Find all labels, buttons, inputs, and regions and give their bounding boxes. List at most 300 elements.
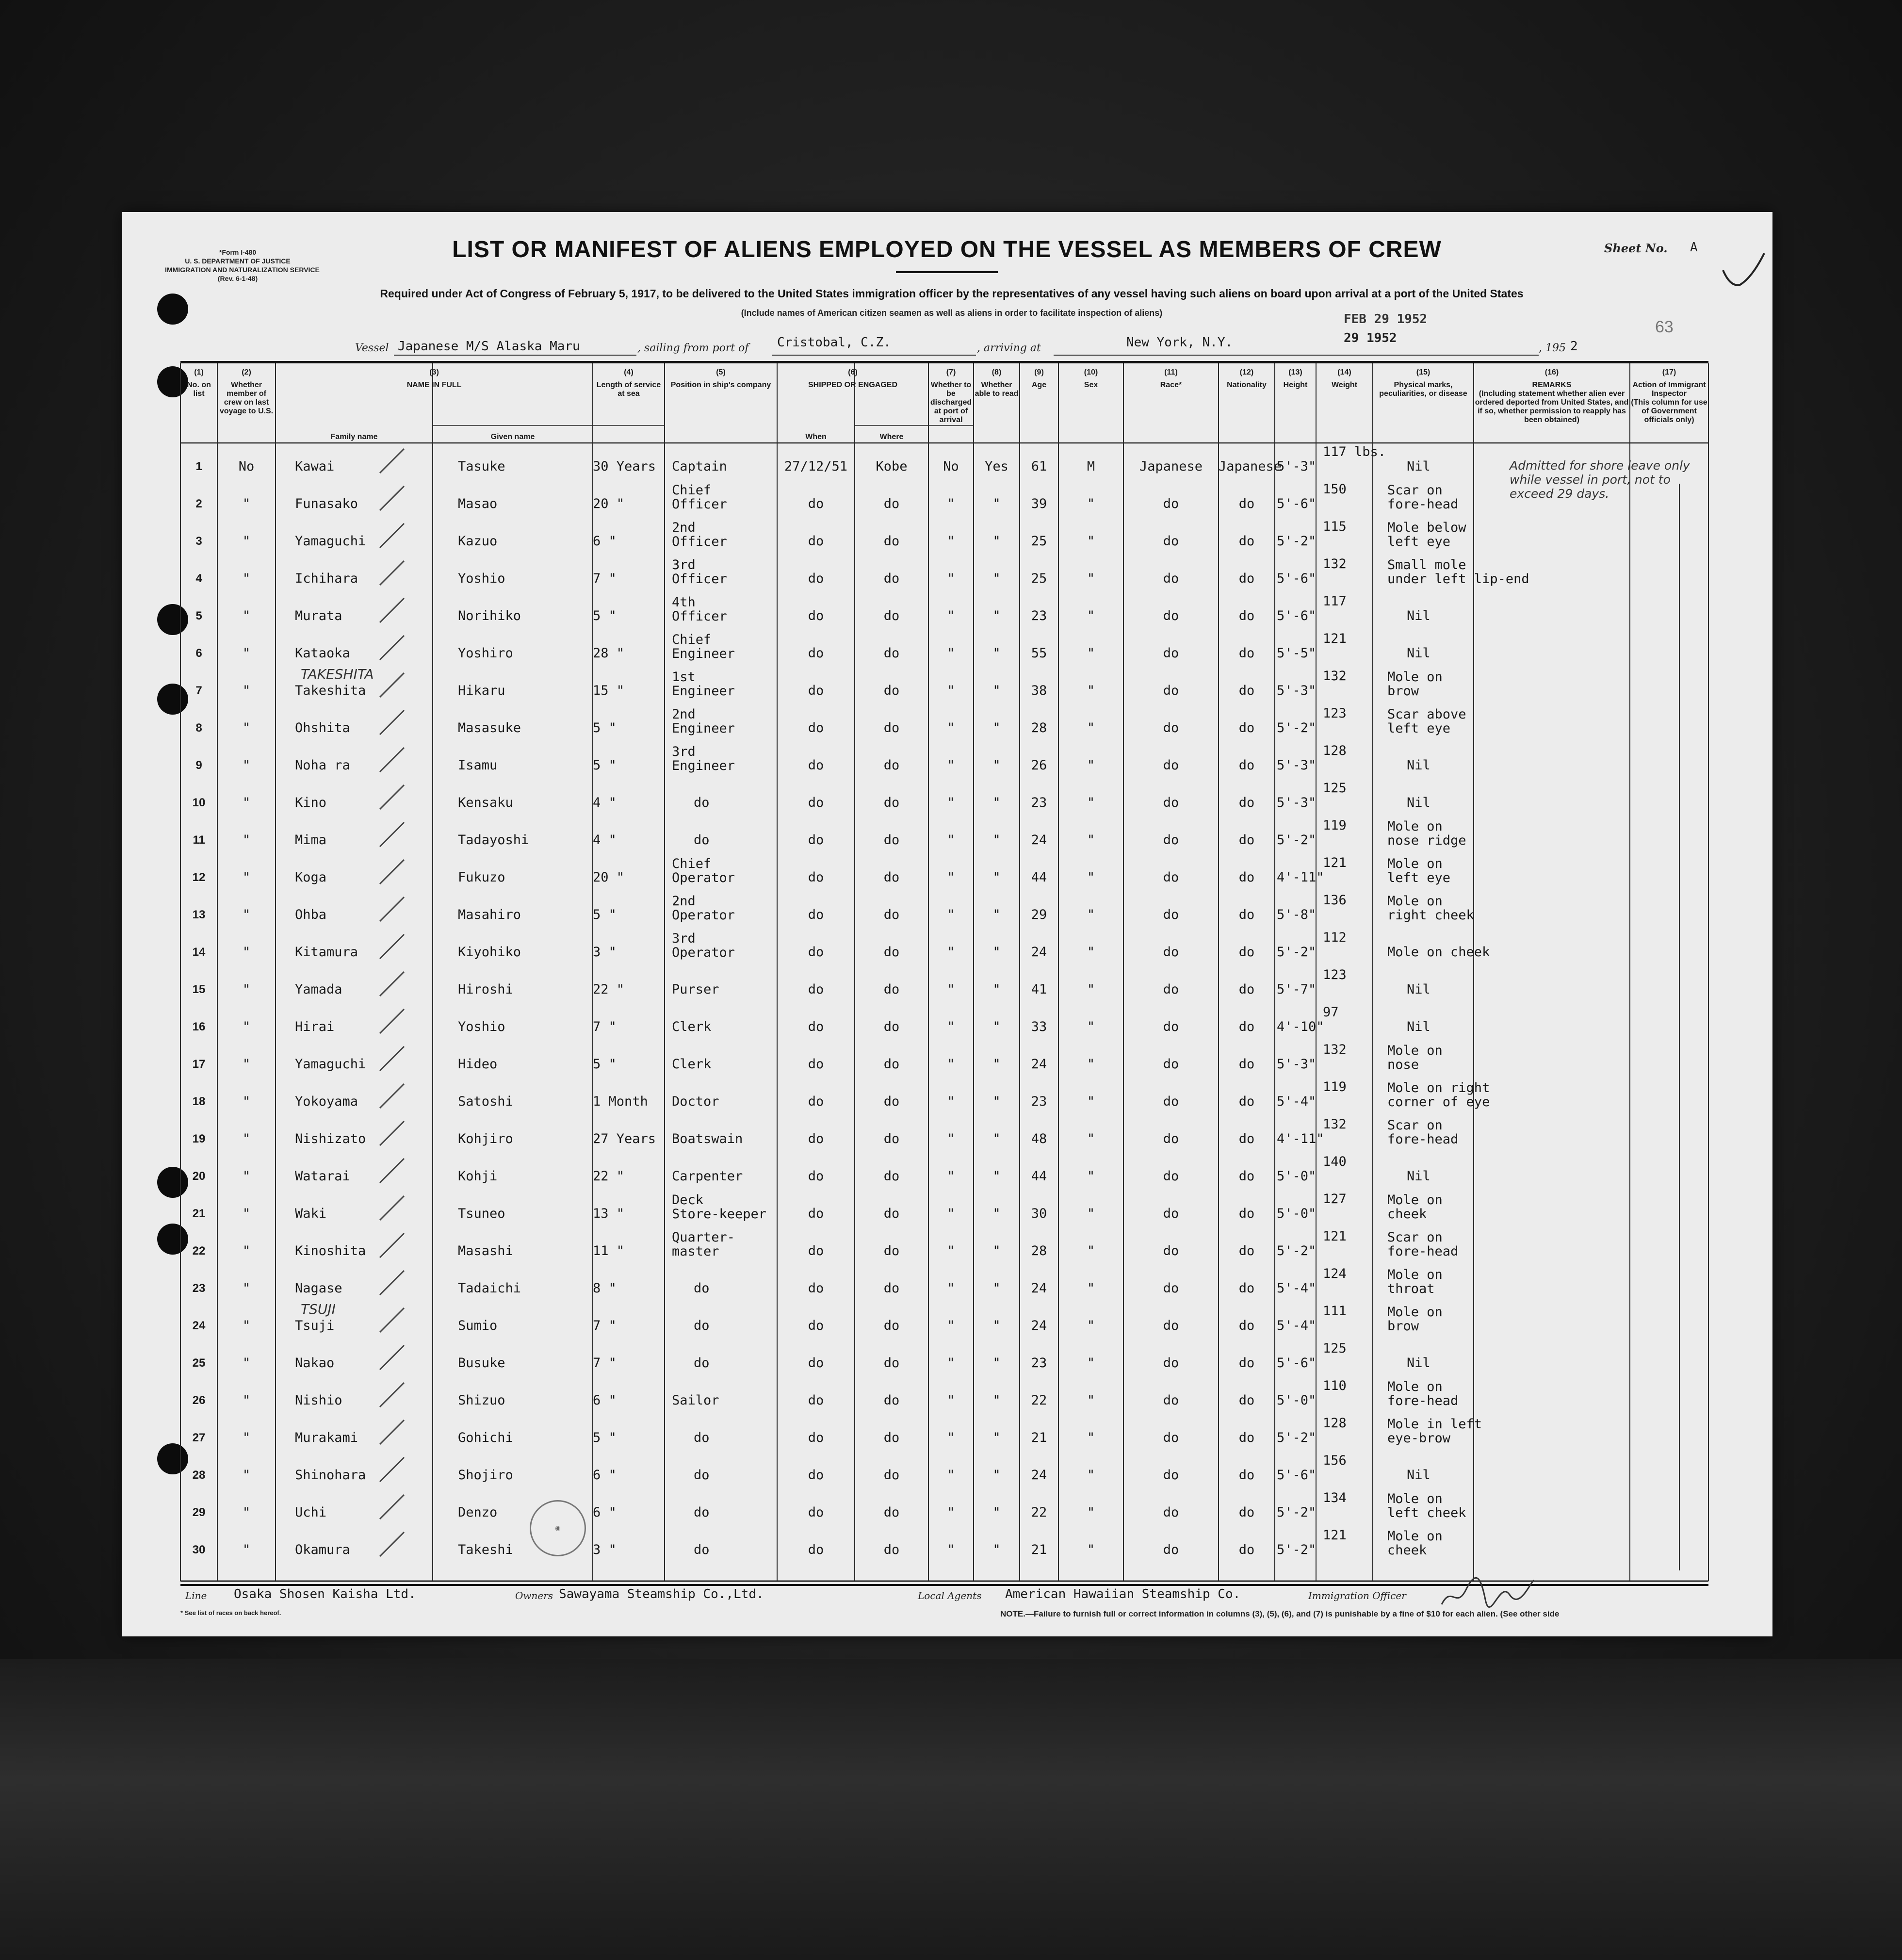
position: Clerk bbox=[672, 1057, 712, 1072]
length-of-service: 20 " bbox=[593, 870, 625, 885]
able-to-read: " bbox=[992, 1019, 1001, 1034]
age: 26 bbox=[1031, 758, 1047, 773]
header-no-on-list-line: No. on list bbox=[187, 381, 211, 398]
position-line: 2nd bbox=[672, 707, 696, 722]
sheet-number: A bbox=[1690, 240, 1698, 255]
shipped-when: do bbox=[808, 1430, 824, 1445]
shipped-where: do bbox=[883, 1094, 900, 1109]
age: 25 bbox=[1031, 571, 1047, 586]
shipped-where: do bbox=[883, 1356, 900, 1371]
row-number: 13 bbox=[192, 908, 206, 921]
physical-marks: Nil bbox=[1407, 646, 1431, 661]
given-name: Isamu bbox=[458, 758, 498, 773]
length-of-service: 4 " bbox=[593, 833, 617, 848]
header-remarks-line: (16) bbox=[1544, 368, 1559, 376]
able-to-read: " bbox=[992, 1094, 1001, 1109]
to-be-discharged: " bbox=[947, 1430, 955, 1445]
checkmark-slash bbox=[380, 822, 404, 847]
shipped-when: do bbox=[808, 1206, 824, 1221]
nationality: do bbox=[1238, 982, 1255, 997]
race: do bbox=[1163, 795, 1179, 810]
sex: " bbox=[1087, 758, 1095, 773]
header-where: Where bbox=[879, 433, 904, 441]
height: 5'-7" bbox=[1277, 982, 1317, 997]
height: 5'-6" bbox=[1277, 608, 1317, 623]
to-be-discharged: " bbox=[947, 720, 955, 735]
able-to-read: " bbox=[992, 1505, 1001, 1520]
checkmark-slash bbox=[380, 1233, 404, 1258]
row-number: 7 bbox=[195, 684, 202, 697]
given-name: Masahiro bbox=[458, 907, 521, 922]
able-to-read: " bbox=[992, 1356, 1001, 1371]
physical-marks-line: cheek bbox=[1387, 1207, 1427, 1222]
physical-marks-line: left cheek bbox=[1387, 1505, 1466, 1520]
to-be-discharged: " bbox=[947, 571, 955, 586]
able-to-read: " bbox=[992, 870, 1001, 885]
able-to-read: " bbox=[992, 982, 1001, 997]
race: do bbox=[1163, 1505, 1179, 1520]
position-line: Deck bbox=[672, 1192, 704, 1208]
able-to-read: " bbox=[992, 1542, 1001, 1557]
age: 61 bbox=[1031, 459, 1047, 474]
age: 38 bbox=[1031, 683, 1047, 698]
given-name: Kazuo bbox=[458, 534, 498, 549]
given-name: Satoshi bbox=[458, 1094, 513, 1109]
position-line: 3rd bbox=[672, 557, 696, 572]
header-discharged bbox=[928, 368, 974, 425]
age: 21 bbox=[1031, 1542, 1047, 1557]
age: 22 bbox=[1031, 1505, 1047, 1520]
family-name: Murata bbox=[295, 608, 342, 623]
able-to-read: " bbox=[992, 795, 1001, 810]
row-number: 2 bbox=[195, 497, 202, 510]
sex: " bbox=[1087, 1019, 1095, 1034]
checkmark-slash bbox=[380, 1084, 404, 1108]
height: 5'-6" bbox=[1277, 1356, 1317, 1371]
physical-marks-line: fore-head bbox=[1387, 497, 1459, 512]
to-be-discharged: " bbox=[947, 1281, 955, 1296]
race: do bbox=[1163, 1468, 1179, 1483]
able-to-read: " bbox=[992, 1057, 1001, 1072]
age: 22 bbox=[1031, 1393, 1047, 1408]
length-of-service: 20 " bbox=[593, 496, 625, 511]
length-of-service: 4 " bbox=[593, 795, 617, 810]
weight: 121 bbox=[1323, 631, 1347, 646]
family-name: Shinohara bbox=[295, 1468, 366, 1483]
row-number: 20 bbox=[192, 1170, 206, 1183]
weight: 121 bbox=[1323, 855, 1347, 870]
length-of-service: 5 " bbox=[593, 608, 617, 623]
family-name: Mima bbox=[295, 833, 327, 848]
length-of-service: 8 " bbox=[593, 1281, 617, 1296]
weight: 97 bbox=[1323, 1005, 1339, 1020]
height: 5'-3" bbox=[1277, 1057, 1317, 1072]
height: 5'-2" bbox=[1277, 833, 1317, 848]
to-be-discharged: " bbox=[947, 1505, 955, 1520]
header-name-in-full bbox=[276, 368, 593, 390]
shipped-when: do bbox=[808, 534, 824, 549]
prior-voyage: " bbox=[242, 683, 251, 698]
row-number: 30 bbox=[192, 1543, 206, 1556]
family-name: Kino bbox=[295, 795, 327, 810]
age: 24 bbox=[1031, 1057, 1047, 1072]
nationality: do bbox=[1238, 1318, 1255, 1333]
given-name: Hikaru bbox=[458, 683, 505, 698]
shipped-where: do bbox=[883, 870, 900, 885]
height: 4'-11" bbox=[1277, 1131, 1324, 1146]
to-be-discharged: " bbox=[947, 496, 955, 511]
checkmark-slash bbox=[380, 897, 404, 921]
position-line: Chief bbox=[672, 483, 712, 498]
shipped-where: do bbox=[883, 683, 900, 698]
physical-marks-line: Mole on bbox=[1387, 1192, 1443, 1208]
family-name: Nagase bbox=[295, 1281, 342, 1296]
prior-voyage: " bbox=[242, 1094, 251, 1109]
checkmark-slash bbox=[380, 1196, 404, 1220]
weight: 128 bbox=[1323, 743, 1347, 758]
given-name: Kohjiro bbox=[458, 1131, 513, 1146]
weight: 127 bbox=[1323, 1192, 1347, 1207]
shipped-where: do bbox=[883, 758, 900, 773]
height: 5'-2" bbox=[1277, 1505, 1317, 1520]
year-label: , 195 bbox=[1539, 342, 1566, 354]
length-of-service: 7 " bbox=[593, 1019, 617, 1034]
shipped-where: do bbox=[883, 571, 900, 586]
header-remarks bbox=[1474, 368, 1630, 425]
weight: 150 bbox=[1323, 482, 1347, 497]
to-be-discharged: " bbox=[947, 1356, 955, 1371]
physical-marks-line: nose ridge bbox=[1387, 833, 1466, 848]
age: 28 bbox=[1031, 720, 1047, 735]
height: 5'-0" bbox=[1277, 1393, 1317, 1408]
physical-marks-line: Scar on bbox=[1387, 1118, 1443, 1133]
height: 5'-3" bbox=[1277, 459, 1317, 474]
race: do bbox=[1163, 1243, 1179, 1258]
header-physical-marks-line: Physical marks, peculiarities, or disease bbox=[1379, 381, 1467, 398]
given-name: Denzo bbox=[458, 1505, 498, 1520]
given-name: Yoshio bbox=[458, 571, 505, 586]
shipped-when: do bbox=[808, 496, 824, 511]
checkmark-slash bbox=[380, 636, 404, 660]
nationality: do bbox=[1238, 1281, 1255, 1296]
nationality: do bbox=[1238, 534, 1255, 549]
shipped-where: do bbox=[883, 1243, 900, 1258]
checkmark-slash bbox=[380, 486, 404, 510]
family-name: Ohshita bbox=[295, 720, 350, 735]
vessel-name: Japanese M/S Alaska Maru bbox=[398, 339, 580, 354]
race: do bbox=[1163, 1206, 1179, 1221]
race: do bbox=[1163, 608, 1179, 623]
given-name: Hiroshi bbox=[458, 982, 513, 997]
checkmark-slash bbox=[380, 673, 404, 697]
prior-voyage: " bbox=[242, 1393, 251, 1408]
row-number: 21 bbox=[192, 1207, 206, 1220]
able-to-read: " bbox=[992, 608, 1001, 623]
family-name: Kitamura bbox=[295, 945, 358, 960]
family-name: Noha ra bbox=[295, 758, 350, 773]
prior-voyage: " bbox=[242, 1019, 251, 1034]
given-name: Hideo bbox=[458, 1057, 498, 1072]
owners-name: Sawayama Steamship Co.,Ltd. bbox=[559, 1587, 764, 1601]
position-line: 2nd bbox=[672, 894, 696, 909]
row-number: 27 bbox=[192, 1431, 206, 1444]
given-name: Yoshio bbox=[458, 1019, 505, 1034]
checkmark-slash bbox=[380, 785, 404, 809]
height: 5'-2" bbox=[1277, 1243, 1317, 1258]
length-of-service: 5 " bbox=[593, 1430, 617, 1445]
position: Boatswain bbox=[672, 1131, 743, 1146]
shipped-where: do bbox=[883, 1393, 900, 1408]
weight: 121 bbox=[1323, 1528, 1347, 1543]
length-of-service: 3 " bbox=[593, 1542, 617, 1557]
position-line: Quarter- bbox=[672, 1230, 735, 1245]
position-line: Engineer bbox=[672, 684, 735, 699]
nationality: do bbox=[1238, 608, 1255, 623]
header-when: When bbox=[805, 433, 827, 441]
race: do bbox=[1163, 907, 1179, 922]
physical-marks-line: corner of eye bbox=[1387, 1094, 1490, 1110]
nationality: do bbox=[1238, 496, 1255, 511]
to-be-discharged: No bbox=[943, 459, 959, 474]
race: do bbox=[1163, 870, 1179, 885]
physical-marks-line: Mole on bbox=[1387, 1379, 1443, 1394]
physical-marks: Nil bbox=[1407, 1356, 1431, 1371]
shipped-where: do bbox=[883, 1206, 900, 1221]
header-age-line: (9) bbox=[1034, 368, 1044, 376]
checkmark-slash bbox=[380, 972, 404, 996]
nationality: do bbox=[1238, 795, 1255, 810]
given-name: Tsuneo bbox=[458, 1206, 505, 1221]
header-height bbox=[1275, 368, 1316, 390]
position-line: Operator bbox=[672, 908, 735, 923]
given-name: Kensaku bbox=[458, 795, 513, 810]
shipped-when: do bbox=[808, 907, 824, 922]
header-inspector-action-line: Action of Immigrant Inspector bbox=[1632, 381, 1706, 398]
family-name: Nakao bbox=[295, 1356, 335, 1371]
sex: " bbox=[1087, 982, 1095, 997]
length-of-service: 22 " bbox=[593, 1169, 625, 1184]
sex: " bbox=[1087, 1094, 1095, 1109]
sex: " bbox=[1087, 945, 1095, 960]
race: do bbox=[1163, 1542, 1179, 1557]
header-remarks-line: REMARKS bbox=[1532, 381, 1572, 389]
position: Doctor bbox=[672, 1094, 719, 1109]
race: do bbox=[1163, 758, 1179, 773]
to-be-discharged: " bbox=[947, 1206, 955, 1221]
header-prior-voyage-line: Whether member of crew on last voyage to U.S. bbox=[219, 381, 274, 415]
prior-voyage: " bbox=[242, 795, 251, 810]
checkmark-slash bbox=[380, 748, 404, 772]
to-be-discharged: " bbox=[947, 982, 955, 997]
to-be-discharged: " bbox=[947, 795, 955, 810]
prior-voyage: " bbox=[242, 534, 251, 549]
shipped-when: do bbox=[808, 1057, 824, 1072]
shipped-when: do bbox=[808, 1318, 824, 1333]
weight: 110 bbox=[1323, 1378, 1347, 1393]
checkmark-slash bbox=[380, 1532, 404, 1556]
row-number: 1 bbox=[195, 460, 202, 473]
position-line: Officer bbox=[672, 609, 727, 624]
able-to-read: " bbox=[992, 1281, 1001, 1296]
header-nationality bbox=[1219, 368, 1275, 390]
position: do bbox=[694, 833, 710, 848]
prior-voyage: " bbox=[242, 1505, 251, 1520]
checkmark-slash bbox=[380, 523, 404, 548]
shipped-where: do bbox=[883, 1057, 900, 1072]
prior-voyage: " bbox=[242, 945, 251, 960]
family-name: Tsuji bbox=[295, 1318, 335, 1333]
given-name: Tasuke bbox=[458, 459, 505, 474]
family-name: Ichihara bbox=[295, 571, 358, 586]
row-number: 5 bbox=[195, 609, 202, 622]
checkmark-slash bbox=[380, 860, 404, 884]
subtitle: Required under Act of Congress of February 5, 1917, to be delivered to the United States immigration officer by the representatives of any vessel having such aliens on board upon arrival at a port of the United States bbox=[380, 287, 1524, 300]
name-correction: TAKESHITA bbox=[301, 666, 374, 682]
position-line: 3rd bbox=[672, 744, 696, 759]
able-to-read: " bbox=[992, 646, 1001, 661]
shipped-where: do bbox=[883, 608, 900, 623]
given-name: Gohichi bbox=[458, 1430, 513, 1445]
header-name-in-full-line: NAME IN FULL bbox=[406, 381, 462, 389]
race: do bbox=[1163, 1430, 1179, 1445]
nationality: do bbox=[1238, 1057, 1255, 1072]
physical-marks-line: left eye bbox=[1387, 721, 1451, 736]
age: 28 bbox=[1031, 1243, 1047, 1258]
given-name: Masasuke bbox=[458, 720, 521, 735]
physical-marks-line: Mole on bbox=[1387, 819, 1443, 834]
given-name: Yoshiro bbox=[458, 646, 513, 661]
prior-voyage: " bbox=[242, 646, 251, 661]
age: 24 bbox=[1031, 833, 1047, 848]
shipped-where: Kobe bbox=[876, 459, 908, 474]
weight: 125 bbox=[1323, 781, 1347, 796]
header-able-to-read-line: (8) bbox=[992, 368, 1002, 376]
row-number: 23 bbox=[192, 1282, 206, 1295]
received-stamp: FEB 29 1952 bbox=[1344, 312, 1428, 327]
nationality: do bbox=[1238, 646, 1255, 661]
sex: " bbox=[1087, 1542, 1095, 1557]
height: 5'-2" bbox=[1277, 945, 1317, 960]
physical-marks-line: fore-head bbox=[1387, 1132, 1459, 1147]
row-number: 12 bbox=[192, 871, 206, 884]
shipped-where: do bbox=[883, 496, 900, 511]
weight: 123 bbox=[1323, 706, 1347, 721]
weight: 132 bbox=[1323, 556, 1347, 572]
prior-voyage: " bbox=[242, 982, 251, 997]
height: 5'-4" bbox=[1277, 1318, 1317, 1333]
arriving-port: New York, N.Y. bbox=[1126, 335, 1233, 350]
able-to-read: " bbox=[992, 1131, 1001, 1146]
weight: 115 bbox=[1323, 519, 1347, 534]
to-be-discharged: " bbox=[947, 870, 955, 885]
length-of-service: 5 " bbox=[593, 907, 617, 922]
height: 5'-0" bbox=[1277, 1169, 1317, 1184]
position: Sailor bbox=[672, 1393, 719, 1408]
to-be-discharged: " bbox=[947, 1094, 955, 1109]
row-number: 15 bbox=[192, 983, 206, 996]
nationality: do bbox=[1238, 870, 1255, 885]
family-name: Yamaguchi bbox=[295, 534, 366, 549]
physical-marks-line: Mole on bbox=[1387, 856, 1443, 871]
position-line: 3rd bbox=[672, 931, 696, 946]
header-shipped-engaged-line: (6) bbox=[848, 368, 858, 376]
height: 5'-2" bbox=[1277, 534, 1317, 549]
arriving-label: , arriving at bbox=[977, 342, 1041, 354]
position-line: Store-keeper bbox=[672, 1207, 767, 1222]
nationality: do bbox=[1238, 1356, 1255, 1371]
header-height-line: Height bbox=[1283, 381, 1308, 389]
nationality: do bbox=[1238, 1468, 1255, 1483]
shipped-when: do bbox=[808, 833, 824, 848]
shipped-where: do bbox=[883, 720, 900, 735]
nationality: do bbox=[1238, 1393, 1255, 1408]
physical-marks-line: Mole on bbox=[1387, 894, 1443, 909]
given-name: Fukuzo bbox=[458, 870, 505, 885]
physical-marks: Nil bbox=[1407, 1169, 1431, 1184]
race: do bbox=[1163, 1057, 1179, 1072]
physical-marks-line: brow bbox=[1387, 1319, 1419, 1334]
physical-marks: Nil bbox=[1407, 459, 1431, 474]
agents-name: American Hawaiian Steamship Co. bbox=[1005, 1587, 1241, 1601]
checkmark-slash bbox=[380, 1271, 404, 1295]
prior-voyage: " bbox=[242, 1430, 251, 1445]
row-number: 8 bbox=[195, 721, 202, 735]
position-line: Engineer bbox=[672, 646, 735, 661]
sex: " bbox=[1087, 1356, 1095, 1371]
physical-marks: Nil bbox=[1407, 1468, 1431, 1483]
sex: " bbox=[1087, 1318, 1095, 1333]
shipped-where: do bbox=[883, 907, 900, 922]
physical-marks-line: under left lip-end bbox=[1387, 572, 1529, 587]
physical-marks: Nil bbox=[1407, 608, 1431, 623]
family-name: Funasako bbox=[295, 496, 358, 511]
header-inspector-action-line: (17) bbox=[1662, 368, 1676, 376]
checkmark-slash bbox=[380, 1308, 404, 1332]
position-line: Operator bbox=[672, 870, 735, 885]
race: do bbox=[1163, 646, 1179, 661]
able-to-read: " bbox=[992, 833, 1001, 848]
physical-marks-line: Mole on bbox=[1387, 1267, 1443, 1282]
header-given-name: Given name bbox=[490, 433, 535, 441]
to-be-discharged: " bbox=[947, 1243, 955, 1258]
age: 48 bbox=[1031, 1131, 1047, 1146]
age: 21 bbox=[1031, 1430, 1047, 1445]
height: 5'-0" bbox=[1277, 1206, 1317, 1221]
shipped-where: do bbox=[883, 1169, 900, 1184]
family-name: Hirai bbox=[295, 1019, 335, 1034]
prior-voyage: " bbox=[242, 1057, 251, 1072]
checkmark-slash bbox=[380, 1009, 404, 1033]
shipped-where: do bbox=[883, 833, 900, 848]
age: 29 bbox=[1031, 907, 1047, 922]
header-length-of-service bbox=[593, 368, 665, 398]
weight: 119 bbox=[1323, 1079, 1347, 1094]
physical-marks-line: throat bbox=[1387, 1281, 1435, 1296]
shipped-where: do bbox=[883, 982, 900, 997]
to-be-discharged: " bbox=[947, 833, 955, 848]
weight: 134 bbox=[1323, 1490, 1347, 1505]
header-race bbox=[1123, 368, 1219, 390]
weight: 121 bbox=[1323, 1229, 1347, 1244]
able-to-read: " bbox=[992, 683, 1001, 698]
height: 5'-3" bbox=[1277, 795, 1317, 810]
age: 41 bbox=[1031, 982, 1047, 997]
shipped-when: do bbox=[808, 571, 824, 586]
weight: 125 bbox=[1323, 1341, 1347, 1356]
length-of-service: 15 " bbox=[593, 683, 625, 698]
shipped-when: do bbox=[808, 1356, 824, 1371]
header-position bbox=[665, 368, 777, 390]
